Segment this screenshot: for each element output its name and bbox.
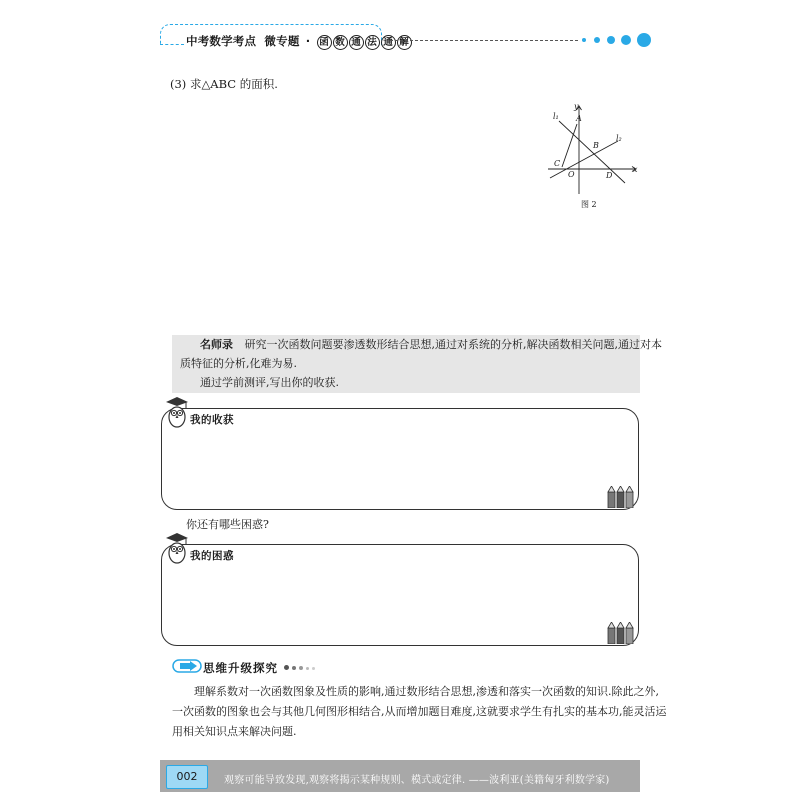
topic-char: 法 — [365, 35, 380, 50]
tip-line-2: 质特征的分析,化难为易. — [180, 357, 297, 370]
teacher-tip-box — [172, 335, 662, 393]
section-title: 思维升级探究 — [203, 661, 278, 675]
coordinate-figure — [540, 100, 650, 195]
label-c: C — [554, 159, 561, 168]
pencils-icon — [606, 486, 636, 508]
figure-caption: 图 2 — [581, 200, 597, 209]
section-arrow-icon — [172, 658, 202, 674]
paragraph-line-2: 一次函数的图象也会与其他几何图形相结合,从而增加题目难度,这就要求学生有扎实的基本功,能灵活运 — [172, 705, 667, 718]
tip-title: 名师录 — [200, 338, 233, 351]
owl-mascot-icon — [164, 532, 190, 566]
header-dot — [607, 36, 615, 44]
page-header-title — [186, 33, 413, 50]
topic-char: 解 — [397, 35, 412, 50]
series-title: 中考数学考点 — [186, 34, 257, 48]
banner-dot — [292, 666, 296, 670]
header-dot — [582, 38, 586, 42]
footer-quote: 观察可能导致发现,观察将揭示某种规则、模式或定律. ——波利亚(美籍匈牙利数学家) — [224, 775, 610, 786]
harvest-box-label: 我的收获 — [190, 414, 234, 426]
paragraph-line-1: 理解系数对一次函数图象及性质的影响,通过数形结合思想,渗透和落实一次函数的知识.除此之外, — [194, 685, 659, 698]
topic-char: 通 — [381, 35, 396, 50]
banner-dot — [306, 667, 309, 670]
label-y: y — [574, 102, 579, 111]
owl-mascot-icon — [164, 396, 190, 430]
banner-dot — [299, 666, 303, 670]
header-separator: · — [305, 34, 311, 48]
banner-dot — [284, 665, 289, 670]
header-dot — [621, 35, 631, 45]
label-b: B — [593, 141, 599, 150]
page-number: 002 — [166, 765, 208, 789]
topic-char: 通 — [349, 35, 364, 50]
question-text: (3) 求△ABC 的面积. — [170, 77, 278, 91]
paragraph-line-3: 用相关知识点来解决问题. — [172, 725, 297, 738]
confusion-box-label: 我的困惑 — [190, 550, 234, 562]
header-dot — [637, 33, 651, 47]
header-rule-left — [160, 44, 184, 45]
label-l2: l₂ — [616, 134, 622, 143]
subtitle-prefix: 微专题 — [264, 34, 300, 48]
label-x: x — [633, 165, 638, 174]
tip-text: 研究一次函数问题要渗透数形结合思想,通过对系统的分析,解决函数相关问题,通过对本 — [244, 338, 662, 351]
topic-char: 函 — [317, 35, 332, 50]
label-o: O — [568, 170, 575, 179]
tip-line-3: 通过学前测评,写出你的收获. — [200, 376, 339, 389]
tip-line-1 — [200, 336, 662, 354]
topic-char: 数 — [333, 35, 348, 50]
pencils-icon — [606, 622, 636, 644]
label-d: D — [606, 171, 613, 180]
label-a: A — [576, 114, 582, 123]
header-rule — [390, 40, 578, 41]
banner-dot — [312, 667, 315, 670]
header-dot — [594, 37, 600, 43]
confusion-prompt: 你还有哪些困惑? — [186, 518, 269, 531]
label-l1: l₁ — [553, 112, 559, 121]
